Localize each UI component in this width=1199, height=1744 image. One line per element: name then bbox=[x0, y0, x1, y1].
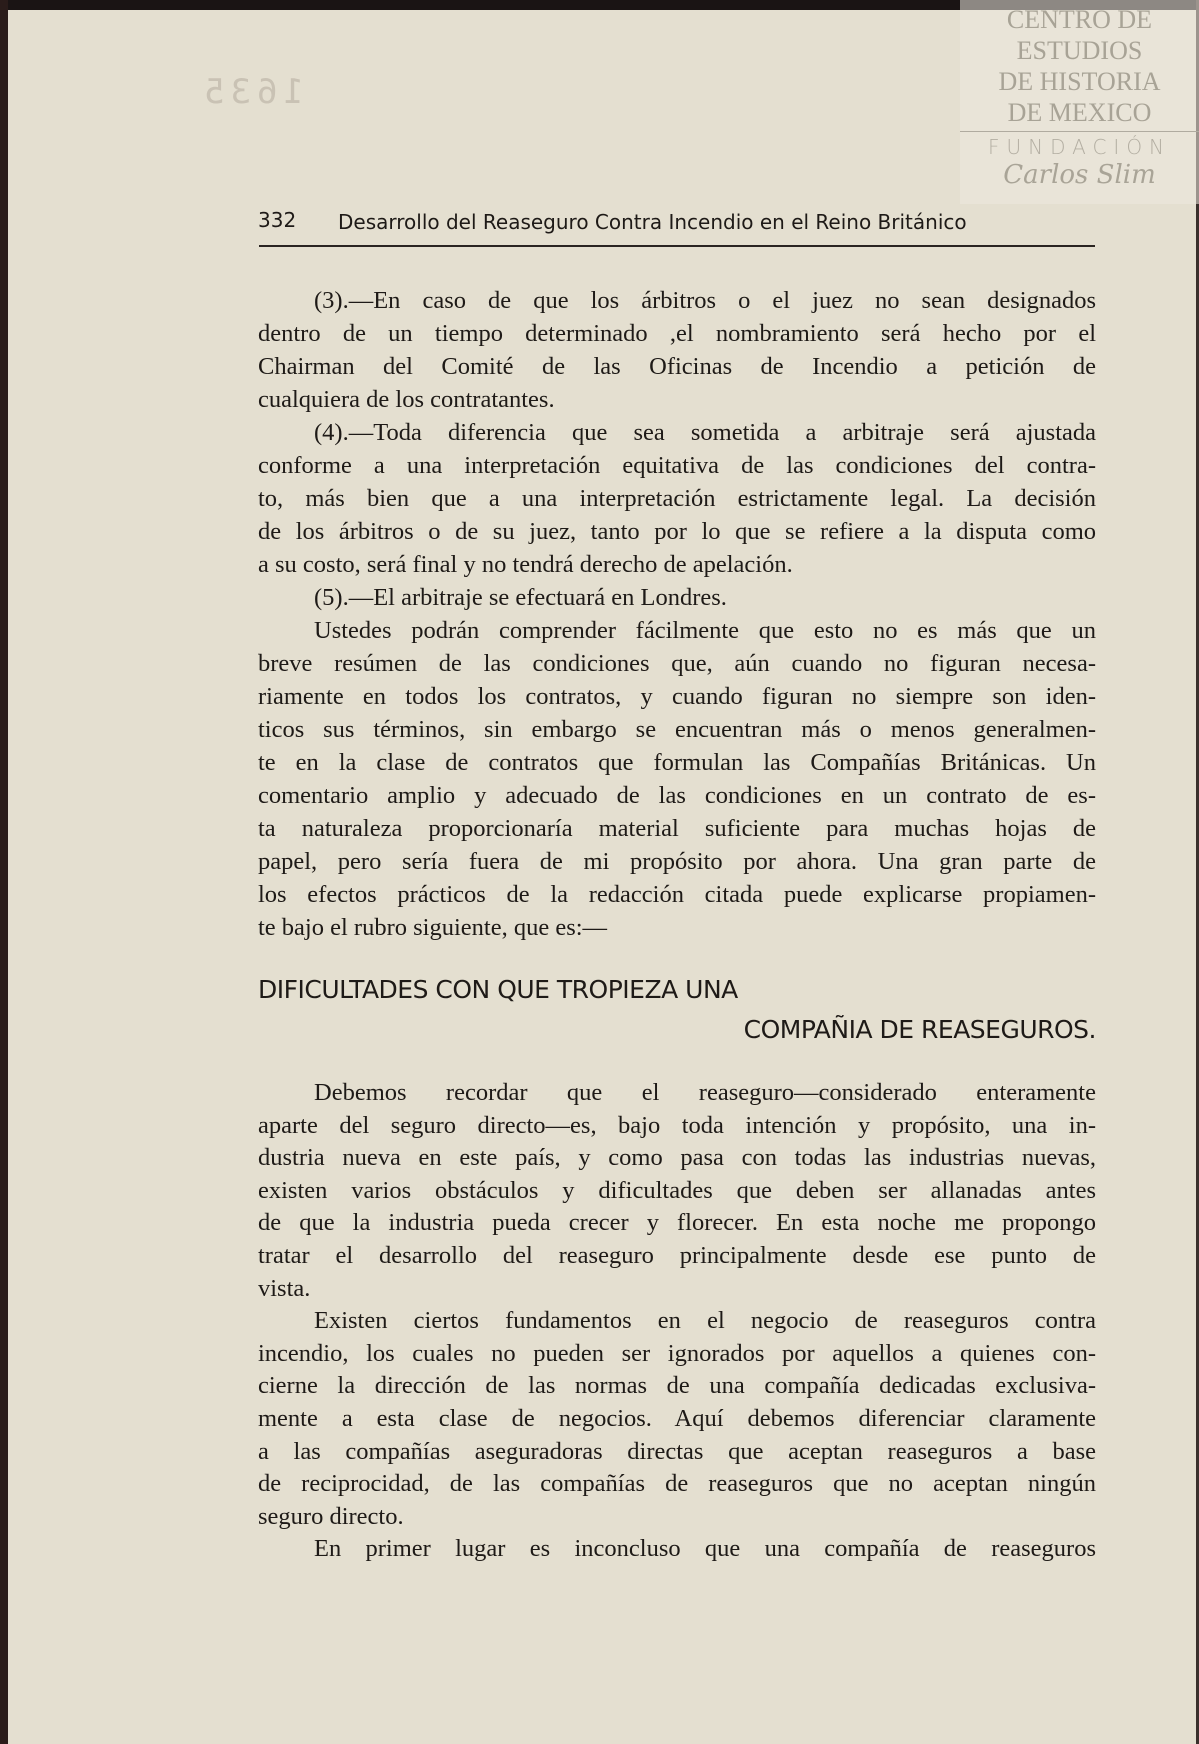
text-line: breve resúmen de las condiciones que, aún cuando no figuran necesa- bbox=[258, 650, 1096, 677]
watermark-line: CENTRO DE bbox=[1006, 5, 1153, 34]
section-heading-line-2: COMPAÑIA DE REASEGUROS. bbox=[743, 1015, 1096, 1044]
text-line: (4).—Toda diferencia que sea sometida a arbitraje será ajustada bbox=[314, 419, 1096, 446]
watermark-line: DE MEXICO bbox=[1007, 98, 1152, 127]
running-title: Desarrollo del Reaseguro Contra Incendio en el Reino Británico bbox=[338, 210, 967, 234]
text-line: aparte del seguro directo—es, bajo toda intención y propósito, una in- bbox=[258, 1111, 1096, 1139]
text-line: te bajo el rubro siguiente, que es:— bbox=[258, 914, 608, 941]
watermark-line: ESTUDIOS bbox=[1016, 36, 1143, 65]
text-line: cualquiera de los contratantes. bbox=[258, 386, 555, 413]
page-number: 332 bbox=[258, 208, 297, 232]
header-rule bbox=[259, 245, 1095, 247]
watermark-divider bbox=[960, 131, 1199, 132]
text-line: comentario amplio y adecuado de las condiciones en un contrato de es- bbox=[258, 782, 1096, 809]
text-line: (3).—En caso de que los árbitros o el juez no sean designados bbox=[314, 287, 1096, 314]
text-line: dentro de un tiempo determinado ,el nombramiento será hecho por el bbox=[258, 320, 1096, 347]
watermark-signature: Carlos Slim bbox=[1003, 160, 1156, 190]
text-line: to, más bien que a una interpretación estrictamente legal. La decisión bbox=[258, 485, 1096, 512]
text-line: conforme a una interpretación equitativa de las condiciones del contra- bbox=[258, 452, 1096, 479]
text-line: En primer lugar es inconcluso que una compañía de reaseguros bbox=[314, 1535, 1096, 1563]
text-line: (5).—El arbitraje se efectuará en Londres. bbox=[314, 584, 727, 611]
text-line: a su costo, será final y no tendrá derecho de apelación. bbox=[258, 551, 793, 578]
faded-stamp-number: 1635 bbox=[198, 72, 304, 112]
text-line: papel, pero sería fuera de mi propósito por ahora. Una gran parte de bbox=[258, 848, 1096, 875]
text-line: tratar el desarrollo del reaseguro principalmente desde ese punto de bbox=[258, 1241, 1096, 1269]
scan-border-left bbox=[0, 0, 8, 1744]
body-text-block-1 bbox=[258, 284, 1096, 944]
text-line: seguro directo. bbox=[258, 1502, 404, 1530]
text-line: mente a esta clase de negocios. Aquí debemos diferenciar claramente bbox=[258, 1404, 1096, 1432]
text-line: incendio, los cuales no pueden ser ignorados por aquellos a quienes con- bbox=[258, 1339, 1096, 1367]
text-line: vista. bbox=[258, 1274, 311, 1302]
body-text-block-2 bbox=[258, 1077, 1096, 1566]
text-line: ticos sus términos, sin embargo se encuentran más o menos generalmen- bbox=[258, 716, 1096, 743]
text-line: Chairman del Comité de las Oficinas de Incendio a petición de bbox=[258, 353, 1096, 380]
text-line: a las compañías aseguradoras directas que aceptan reaseguros a base bbox=[258, 1437, 1096, 1465]
text-line: ta naturaleza proporcionaría material suficiente para muchas hojas de bbox=[258, 815, 1096, 842]
text-line: de reciprocidad, de las compañías de reaseguros que no aceptan ningún bbox=[258, 1470, 1096, 1498]
text-line: Existen ciertos fundamentos en el negocio de reaseguros contra bbox=[314, 1307, 1096, 1335]
watermark-foundation: FUNDACIÓN bbox=[987, 135, 1172, 159]
text-line: cierne la dirección de las normas de una compañía dedicadas exclusiva- bbox=[258, 1372, 1096, 1400]
text-line: de los árbitros o de su juez, tanto por lo que se refiere a la disputa como bbox=[258, 518, 1096, 545]
text-line: existen varios obstáculos y dificultades que deben ser allanadas antes bbox=[258, 1176, 1096, 1204]
section-heading-line-1: DIFICULTADES CON QUE TROPIEZA UNA bbox=[258, 975, 738, 1004]
watermark-line: DE HISTORIA bbox=[998, 67, 1161, 96]
text-line: Debemos recordar que el reaseguro—considerado enteramente bbox=[314, 1079, 1096, 1106]
text-line: los efectos prácticos de la redacción citada puede explicarse propiamen- bbox=[258, 881, 1096, 908]
watermark-logo bbox=[960, 0, 1199, 204]
text-line: riamente en todos los contratos, y cuando figuran no siempre son iden- bbox=[258, 683, 1096, 710]
text-line: te en la clase de contratos que formulan las Compañías Británicas. Un bbox=[258, 749, 1096, 776]
text-line: Ustedes podrán comprender fácilmente que esto no es más que un bbox=[314, 617, 1096, 644]
text-line: de que la industria pueda crecer y florecer. En esta noche me propongo bbox=[258, 1209, 1096, 1237]
text-line: dustria nueva en este país, y como pasa con todas las industrias nuevas, bbox=[258, 1144, 1096, 1172]
